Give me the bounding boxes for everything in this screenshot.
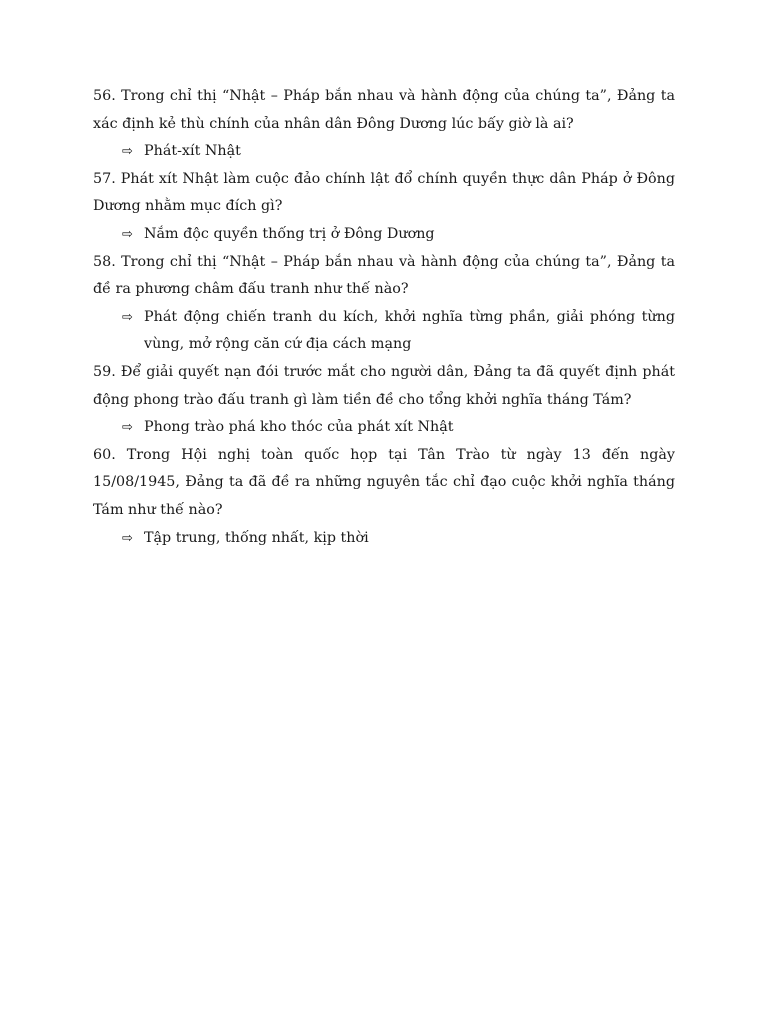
answer-59 [122,414,675,442]
question-57: 57. Phát xít Nhật làm cuộc đảo chính lật đổ chính quyền thực dân Pháp ở Đông Dương nhằm mục đích gì? [93,170,675,215]
right-arrow-icon: ⇨ [122,420,133,436]
answer-56 [122,138,675,166]
question-60: 60. Trong Hội nghị toàn quốc họp tại Tân Trào từ ngày 13 đến ngày 15/08/1945, Đảng ta đã đề ra những nguyên tắc chỉ đạo cuộc khởi nghĩa tháng Tám như thế nào? [93,446,675,518]
answer-57 [122,221,675,249]
answer-58 [122,304,675,359]
answer-text: Nắm độc quyền thống trị ở Đông Dương [144,225,435,242]
question-56: 56. Trong chỉ thị “Nhật – Pháp bắn nhau và hành động của chúng ta”, Đảng ta xác định kẻ thù chính của nhân dân Đông Dương lúc bấy giờ là ai? [93,88,675,132]
right-arrow-icon: ⇨ [122,309,133,325]
document-page [93,83,675,552]
right-arrow-icon: ⇨ [122,530,133,546]
right-arrow-icon: ⇨ [122,226,133,242]
question-59: 59. Để giải quyết nạn đói trước mắt cho người dân, Đảng ta đã quyết định phát động phong trào đấu tranh gì làm tiền đề cho tổng khởi nghĩa tháng Tám? [93,363,675,408]
answer-text: Tập trung, thống nhất, kịp thời [144,529,369,546]
answer-60 [122,525,675,553]
right-arrow-icon: ⇨ [122,144,133,160]
answer-text: Phong trào phá kho thóc của phát xít Nhật [144,419,454,436]
answer-text: Phát động chiến tranh du kích, khởi nghĩa từng phần, giải phóng từng vùng, mở rộng căn cứ địa cách mạng [144,308,675,353]
question-58: 58. Trong chỉ thị “Nhật – Pháp bắn nhau và hành động của chúng ta”, Đảng ta đề ra phương châm đấu tranh như thế nào? [93,253,675,298]
answer-text: Phát-xít Nhật [144,143,241,160]
